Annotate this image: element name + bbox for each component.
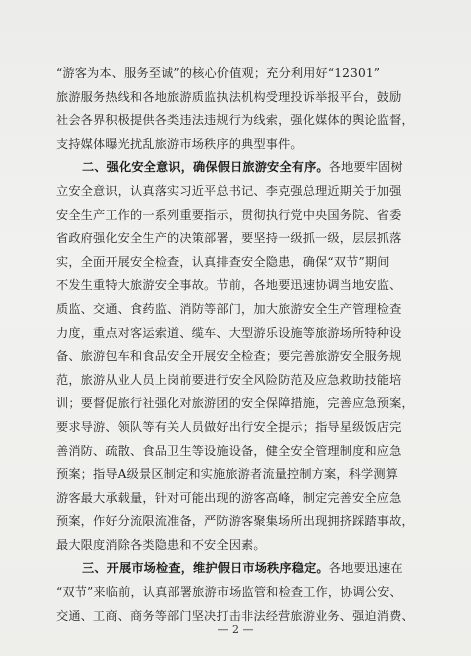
text-line: 训；要督促旅行社强化对旅游团的安全保障措施，完善应急预案， xyxy=(56,396,414,411)
section-heading-line xyxy=(56,557,403,581)
text-line: 社会各界积极提供各类违法违规行为线索，强化媒体的舆论监督， xyxy=(56,113,414,128)
document-body xyxy=(56,62,414,628)
text-line: 备、旅游包车和食品安全开展安全检查；要完善旅游安全服务规 xyxy=(56,349,402,364)
text-line: 范，旅游从业人员上岗前要进行安全风险防范及应急救助技能培 xyxy=(56,372,402,387)
text-line: 省政府强化安全生产的决策部署，要坚持一级抓一级，层层抓落 xyxy=(56,231,402,246)
text-line: 实，全面开展安全检查，认真排查安全隐患，确保“双节”期间 xyxy=(56,254,390,269)
text-line: 预案；指导A级景区制定和实施旅游者流量控制方案，科学测算 xyxy=(56,467,399,482)
text-line: 游客最大承载量，针对可能出现的游客高峰，制定完善安全应急 xyxy=(56,490,402,505)
text-line: 质监、交通、食药监、消防等部门，加大旅游安全生产管理检查 xyxy=(56,301,402,316)
page-number: — 2 — xyxy=(217,623,254,636)
text-line: 旅游服务热线和各地旅游质监执法机构受理投诉举报平台，鼓励 xyxy=(56,89,402,104)
text-line: “游客为本、服务至诚”的核心价值观；充分利用好“12301” xyxy=(56,66,381,80)
text-line: 交通、工商、商务等部门坚决打击非法经营旅游业务、强迫消费、 xyxy=(56,608,414,623)
text-line: 支持媒体曝光扰乱旅游市场秩序的典型事件。 xyxy=(56,136,303,151)
text-line: 立安全意识，认真落实习近平总书记、李克强总理近期关于加强 xyxy=(56,183,402,198)
section-heading-line xyxy=(56,156,403,180)
section-heading: 三、开展市场检查，维护假日市场秩序稳定。 xyxy=(82,561,329,576)
text-line: 要求导游、领队等有关人员做好出行安全提示；指导星级饭店完 xyxy=(56,419,402,434)
heading-line-rest: 各地要牢固树 xyxy=(328,160,403,175)
text-line: 善消防、疏散、食品卫生等设施设备，健全安全管理制度和应急 xyxy=(56,443,402,458)
text-line: 最大限度消除各类隐患和不安全因素。 xyxy=(56,537,266,552)
text-line: 力度，重点对客运索道、缆车、大型游乐设施等旅游场所特种设 xyxy=(56,325,402,340)
text-line: 安全生产工作的一系列重要指示，贯彻执行党中央国务院、省委 xyxy=(56,207,402,222)
text-line: “双节”来临前，认真部署旅游市场监管和检查工作，协调公安、 xyxy=(56,585,402,600)
section-heading: 二、强化安全意识，确保假日旅游安全有序。 xyxy=(82,160,329,175)
heading-line-rest: 各地要迅速在 xyxy=(328,561,403,576)
text-line: 不发生重特大旅游安全事故。节前，各地要迅速协调当地安监、 xyxy=(56,278,402,293)
text-line: 预案，作好分流限流准备，严防游客聚集场所出现拥挤踩踏事故， xyxy=(56,514,414,529)
